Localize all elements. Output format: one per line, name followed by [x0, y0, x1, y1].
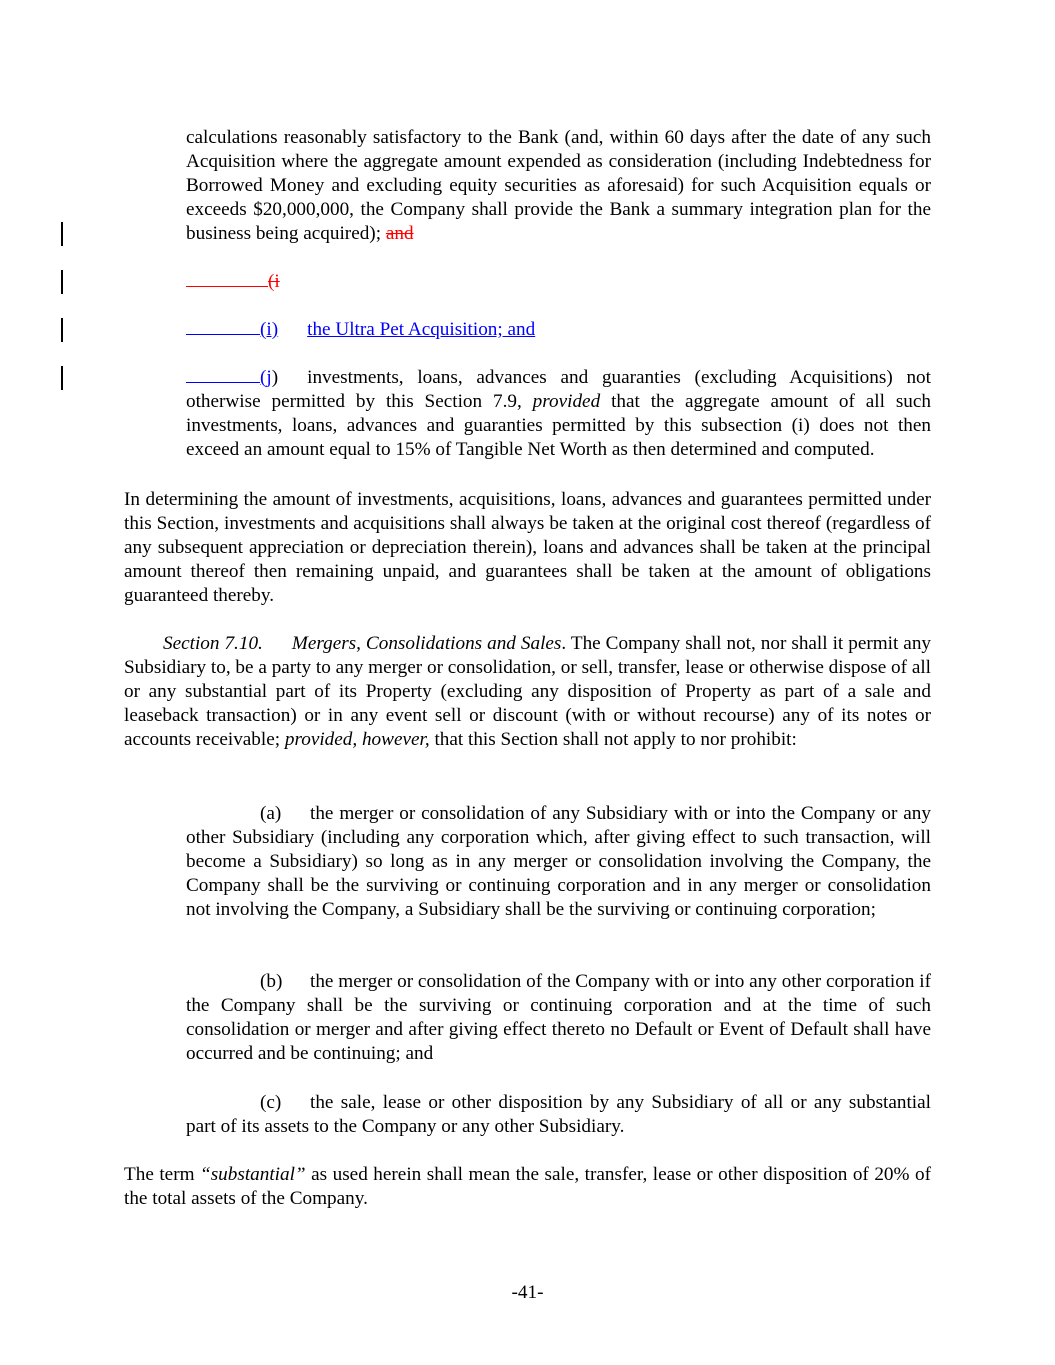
change-bar [61, 318, 63, 342]
item-b-text: the merger or consolidation of the Company with or into any other corporation if the Company shall be the surviving or continuing corporation and at the time of such consolidation or merger and after giving effect thereto no Default or Event of Default shall have occurred and be continuing; and [186, 971, 931, 1064]
item-c [186, 1091, 931, 1139]
item-a-label: (a) [260, 803, 282, 824]
term-text-a: The term [124, 1164, 195, 1185]
deleted-item-label: (i [268, 271, 280, 292]
inserted-item [186, 318, 931, 342]
item-j-text-b: that the aggregate amount of all such investments, loans, advances and guaranties permitted by this subsection (i) does not then exceed an amount equal to 15% of Tangible Net Worth as then determined and computed. [186, 391, 932, 460]
item-j [186, 366, 931, 462]
paragraph-determining [124, 488, 931, 608]
deleted-text: and [385, 223, 414, 244]
section-provided: provided, however, [284, 729, 430, 750]
paragraph-text: In determining the amount of investments, acquisitions, loans, advances and guarantees permitted under this Section, investments and acquisitions shall always be taken at the original cost thereof (regardless of any subsequent appreciation or depreciation therein), loans and advances shall be taken at the principal amount thereof then remaining unpaid, and guarantees shall be taken at the amount of obligations guaranteed thereby. [124, 489, 931, 606]
term-word: “substantial” [200, 1164, 306, 1185]
section-title: Mergers, Consolidations and Sales [291, 633, 562, 654]
item-c-label: (c) [260, 1092, 282, 1113]
item-j-provided: provided [532, 391, 601, 412]
section-text-a: . The Company shall not, nor shall it permit any Subsidiary to, be a party to any merger or consolidation, or sell, transfer, lease or otherwise dispose of all or any substantial part of its Property (excluding any disposition of Property as part of a sale and leaseback transaction) or in any event sell or discount (with or without recourse) any of its notes or accounts receivable; [124, 633, 932, 750]
section-7-10 [124, 632, 931, 752]
paragraph-acquisition-calculations [186, 126, 931, 246]
paragraph-substantial-definition [124, 1163, 931, 1211]
page-number: -41- [511, 1282, 544, 1303]
item-b-label: (b) [260, 971, 283, 992]
inserted-leader [186, 322, 260, 335]
term-text-b: as used herein shall mean the sale, transfer, lease or other disposition of 20% of the total assets of the Company. [124, 1164, 931, 1209]
paragraph-text: calculations reasonably satisfactory to the Bank (and, within 60 days after the date of any such Acquisition where the aggregate amount expended as consideration (including Indebtedness for Borrowed Money and excluding equity securities as aforesaid) for such Acquisition equals or exceeds $20,000,000, the Company shall provide the Bank a summary integration plan for the business being acquired); [186, 127, 931, 244]
inserted-item-text: the Ultra Pet Acquisition; and [307, 319, 536, 340]
deleted-leader [186, 274, 268, 287]
item-c-text: the sale, lease or other disposition by any Subsidiary of all or any substantial part of its assets to the Company or any other Subsidiary. [186, 1092, 931, 1137]
deleted-item [186, 270, 931, 294]
change-bar [61, 366, 63, 390]
change-bar [61, 270, 63, 294]
item-j-label: (j [260, 367, 272, 388]
inserted-item-label: (i) [260, 319, 279, 340]
change-bar [61, 222, 63, 246]
inserted-leader [186, 370, 260, 383]
section-text-b: that this Section shall not apply to nor prohibit: [434, 729, 797, 750]
section-number: Section 7.10. [163, 633, 263, 654]
item-b [186, 970, 931, 1066]
item-j-label-close: ) [271, 367, 279, 388]
item-j-text-a: investments, loans, advances and guaranties (excluding Acquisitions) not otherwise permitted by this Section 7.9, [186, 367, 931, 412]
item-a [186, 802, 931, 922]
item-a-text: the merger or consolidation of any Subsidiary with or into the Company or any other Subsidiary (including any corporation which, after giving effect to such transaction, will become a Subsidiary) so long as in any merger or consolidation involving the Company, the Company shall be the surviving or continuing corporation and in any merger or consolidation not involving the Company, a Subsidiary shall be the surviving or continuing corporation; [186, 803, 931, 920]
